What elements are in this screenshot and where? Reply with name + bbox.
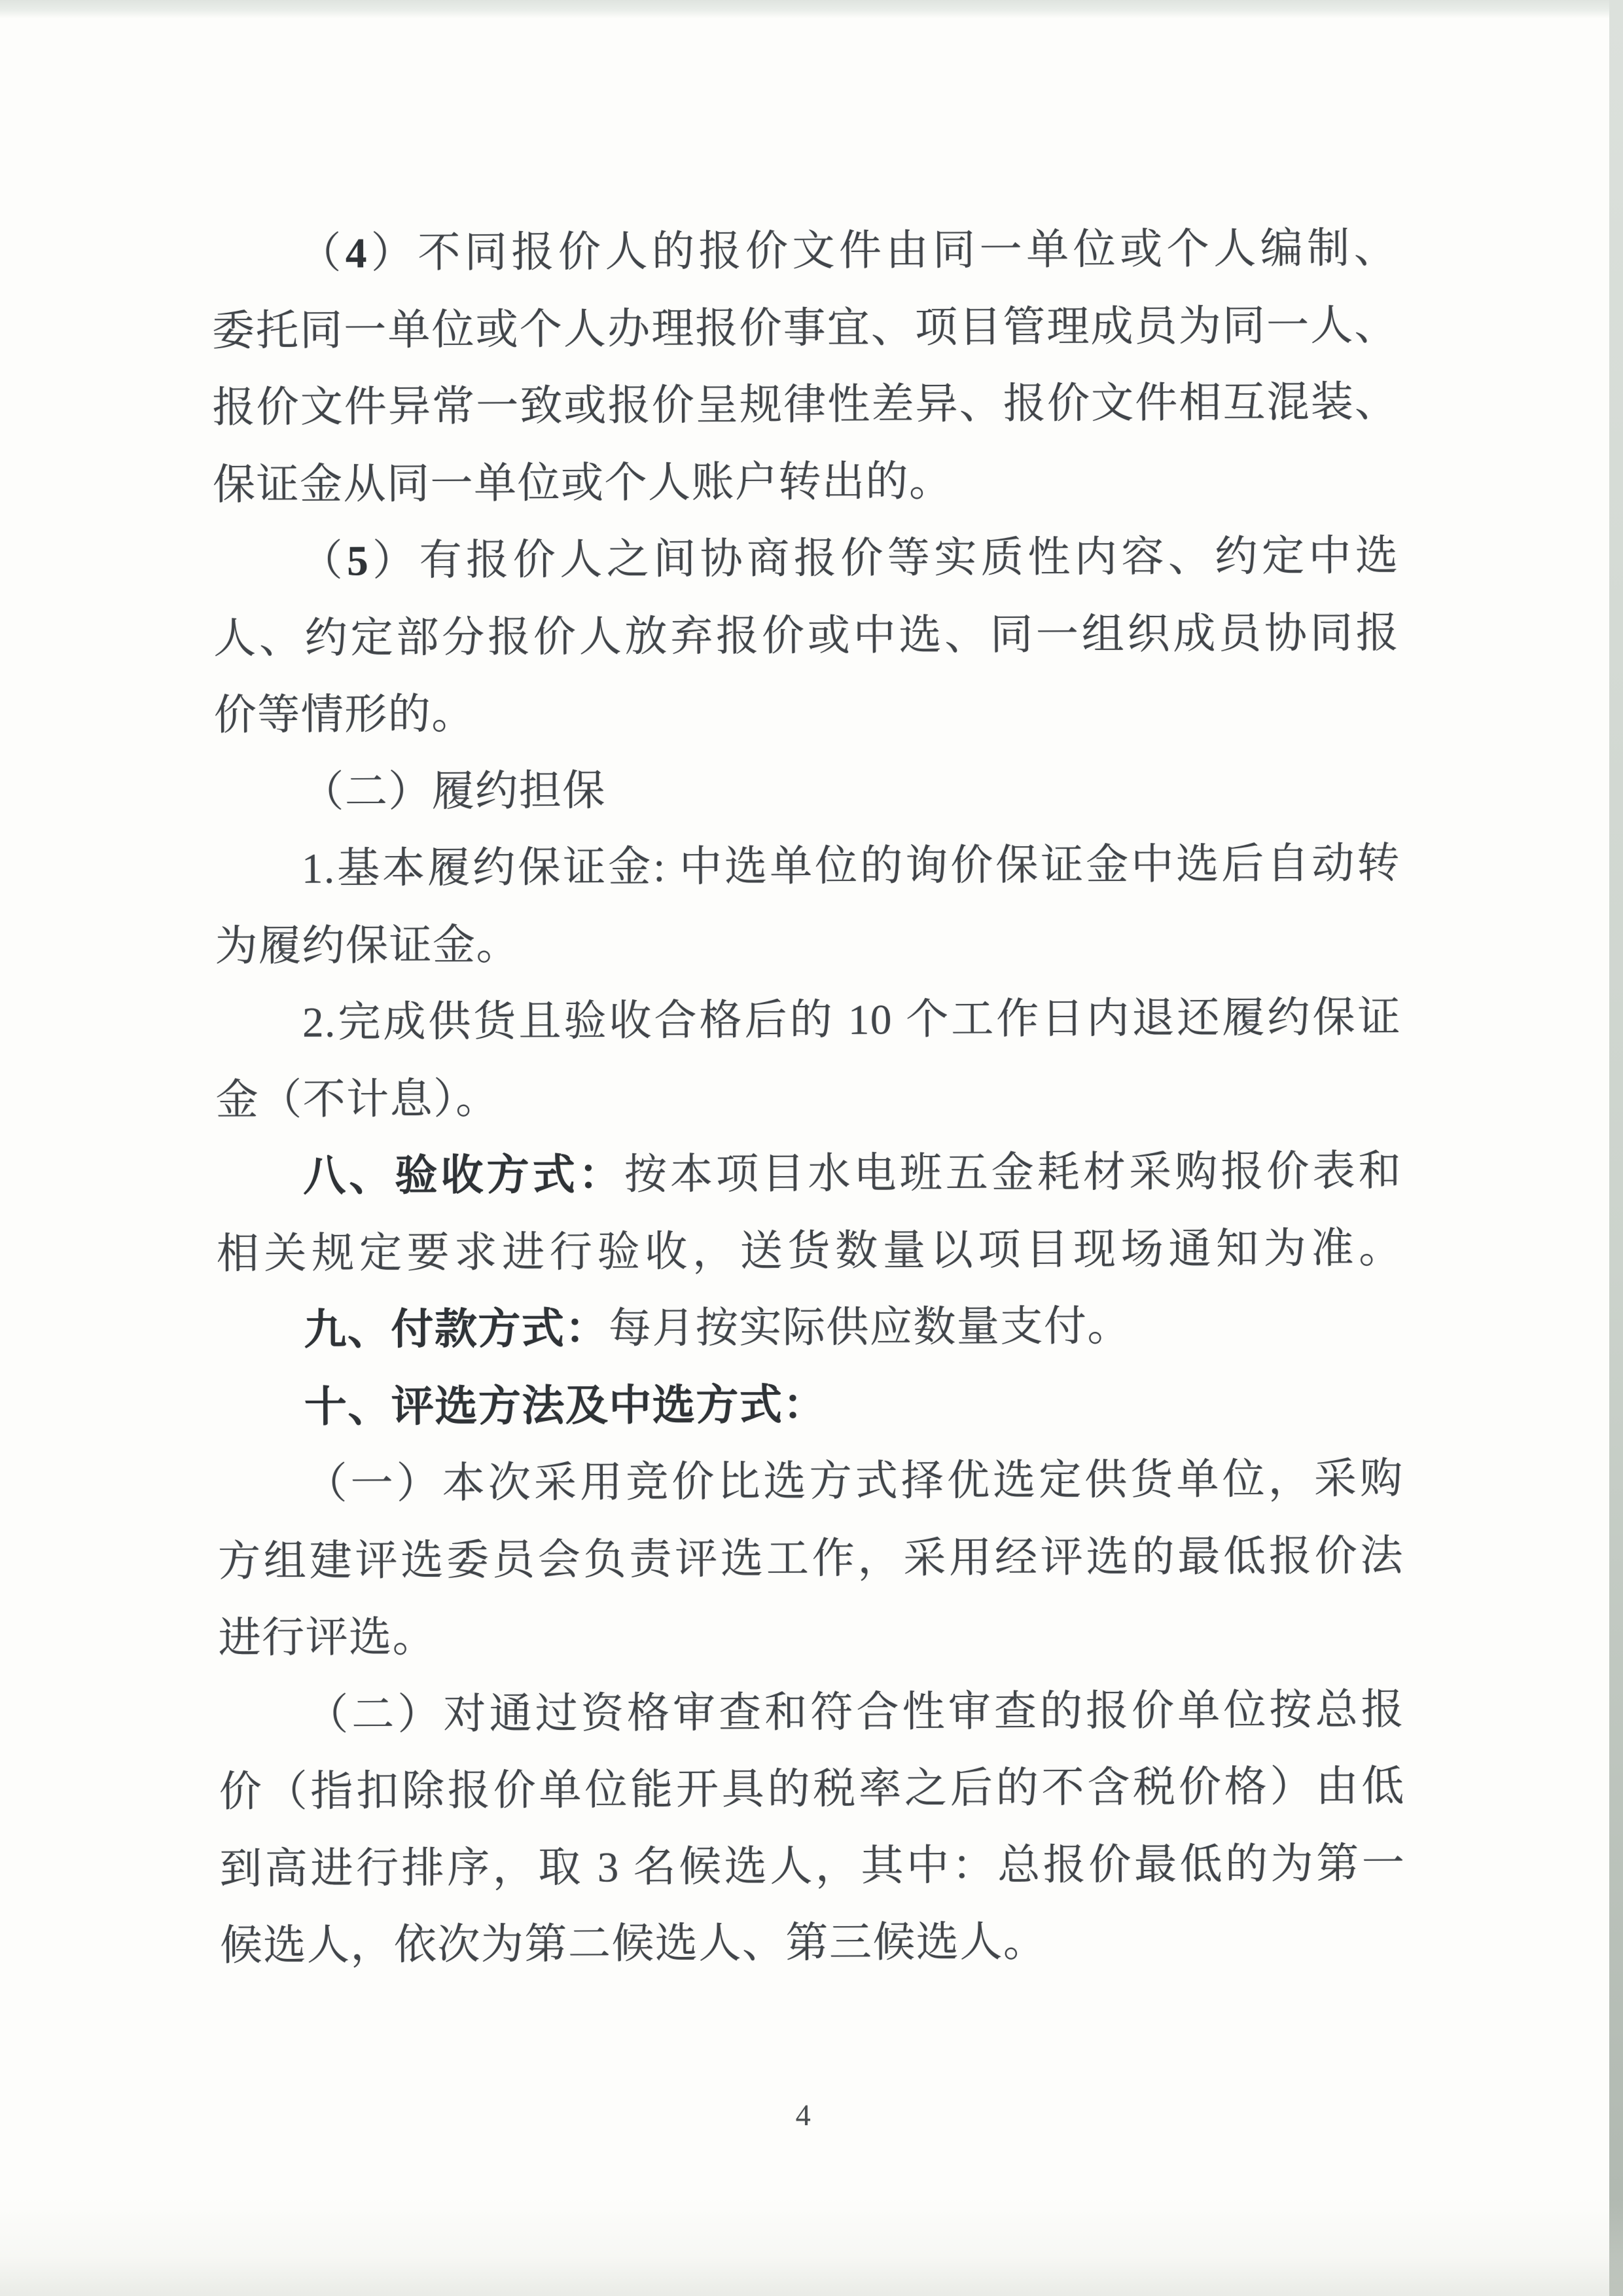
text-line [215,903,1401,985]
text-segment: （二）履约担保 [301,767,607,816]
text-segment: 进行评选。 [218,1613,437,1662]
text-line [219,1749,1406,1831]
page-number: 4 [795,2098,811,2132]
text-segment: （一）本次采用竞价比选方式择优选定供货单位，采购 [304,1455,1404,1508]
text-segment: 为履约保证金。 [215,921,520,970]
heading-text-segment: 5 [346,537,370,585]
text-segment: 候选人，依次为第二候选人、第三候选人。 [219,1918,1047,1970]
text-segment: ）不同报价人的报价文件由同一单位或个人编制、 [367,224,1398,278]
text-line [213,441,1399,524]
text-line [213,518,1399,601]
scan-edge-top [0,0,1623,18]
text-segment: 保证金从同一单位或个人账户转出的。 [212,457,953,509]
text-segment: 每月按实际供应数量支付。 [608,1302,1132,1353]
text-line [218,1595,1404,1677]
text-segment: （ [300,537,348,585]
text-segment: 按本项目水电班五金耗材采购报价表和 [624,1147,1402,1199]
heading-text-segment: 十、评选方法及中选方式： [304,1381,827,1431]
text-segment: （ [298,230,346,278]
text-segment: 委托同一单位或个人办理报价事宜、项目管理成员为同一人、 [211,302,1399,355]
text-line [218,1518,1404,1600]
text-line [213,672,1400,755]
text-segment: 1.基本履约保证金: 中选单位的询价保证金中选后自动转 [301,840,1401,893]
heading-text-segment: 八、验收方式： [303,1151,625,1200]
text-segment: 方组建评选委员会负责评选工作，采用经评选的最低报价法 [217,1532,1404,1585]
text-segment: 人、约定部分报价人放弃报价或中选、同一组织成员协同报 [213,609,1400,662]
text-segment: 金（不计息）。 [215,1075,499,1124]
text-line [212,287,1399,370]
text-line [215,826,1401,908]
text-line [211,211,1398,293]
document-body [211,211,1406,1985]
heading-text-segment: 九、付款方式： [304,1305,609,1354]
heading-text-segment: 4 [345,230,368,278]
text-line [219,1825,1406,1908]
text-line [215,1056,1402,1139]
text-segment: 价等情形的。 [213,691,475,740]
text-line [217,1364,1404,1446]
text-line [216,1134,1402,1216]
text-segment: 价（指扣除报价单位能开具的税率之后的不含税价格）由低 [219,1763,1405,1816]
scan-edge-bottom [0,2198,1623,2296]
text-line [217,1287,1403,1370]
text-segment: ）有报价人之间协商报价等实质性内容、约定中选 [368,532,1399,585]
text-segment: 到高进行排序，取 3 名候选人，其中：总报价最低的为第一 [219,1840,1406,1893]
text-segment: 2.完成供货且验收合格后的 10 个工作日内退还履约保证 [302,994,1402,1047]
text-segment: 报价文件异常一致或报价呈规律性差异、报价文件相互混装、 [212,378,1399,432]
text-line [215,980,1402,1062]
text-line [216,1210,1402,1293]
scan-edge-right [1609,0,1623,2296]
text-line [213,595,1400,677]
text-line [219,1672,1405,1754]
text-line [217,1441,1404,1524]
text-segment: （二）对通过资格审查和符合性审查的报价单位按总报 [306,1686,1405,1739]
text-segment: 相关规定要求进行验收，送货数量以项目现场通知为准。 [216,1225,1402,1278]
text-line [220,1903,1406,1985]
text-line [212,365,1399,447]
text-line [214,749,1400,831]
